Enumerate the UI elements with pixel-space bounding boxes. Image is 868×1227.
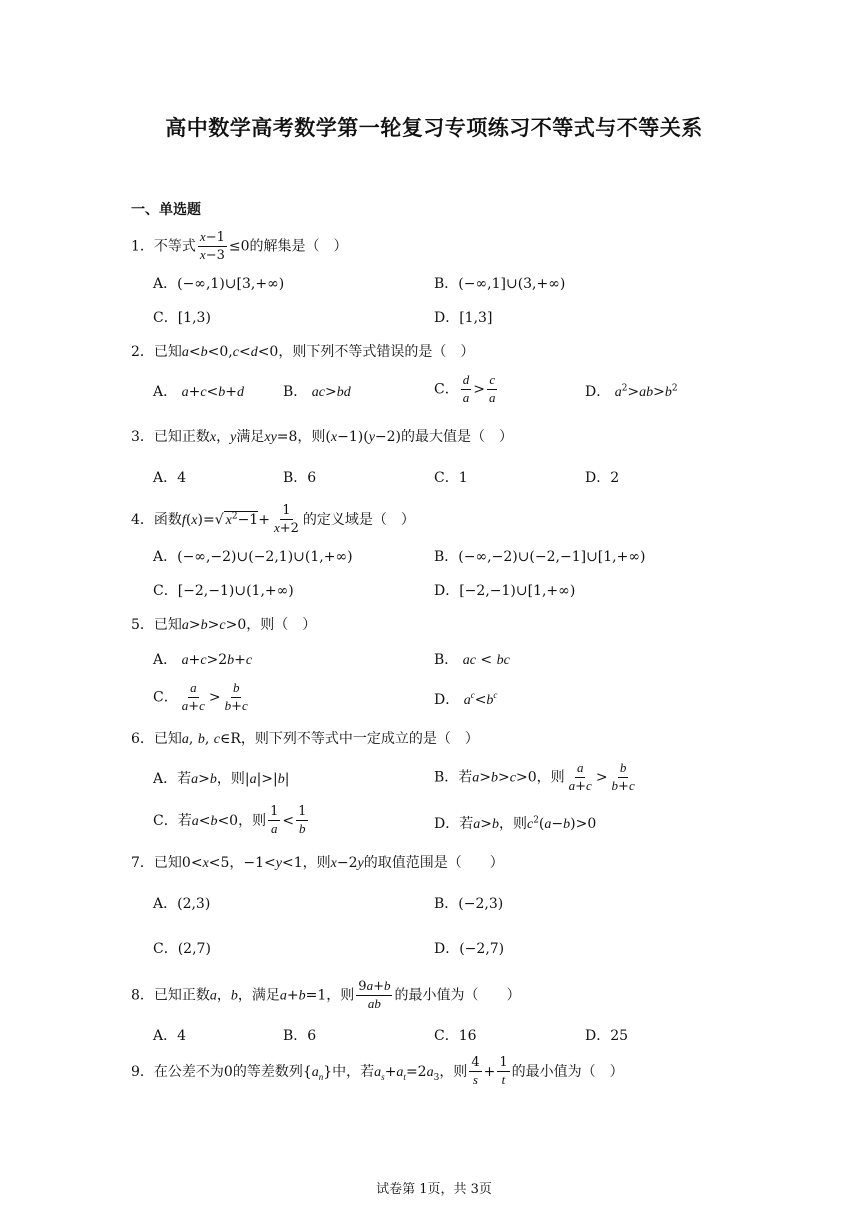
option-8c[interactable]: C．16 [434, 1028, 477, 1044]
question-3: 3．已知正数x，y满足xy=8，则(x−1)(y−2)的最大值是（ ） [131, 429, 514, 445]
option-5c[interactable]: C． $\frac{a}{a+c}$ > $\frac{b}{b+c}$ [153, 680, 248, 714]
option-5d[interactable]: D． $a^c<b^c$ [434, 690, 498, 708]
option-7d[interactable]: D．(−2,7) [434, 941, 505, 957]
question-6: 6．已知a, b, c∈R，则下列不等式中一定成立的是（ ） [131, 731, 479, 747]
question-1: 1．不等式 $\frac{x-1}{x-3}$ ≤0的解集是（ ） [131, 229, 348, 263]
page-title: 高中数学高考数学第一轮复习专项练习不等式与不等关系 [165, 115, 703, 140]
option-6b[interactable]: B．若a>b>c>0，则 $\frac{a}{a+c}$ > $\frac{b}{b+c}$ [434, 760, 635, 794]
option-2c[interactable]: C． $\frac{d}{a}$ > $\frac{c}{a}$ [434, 372, 496, 405]
question-5: 5．已知a>b>c>0，则（ ） [131, 617, 317, 633]
question-9: 9．在公差不为0的等差数列$\{a_n\}$中，若$a_s+a_t=2a_3$，则 $\frac{4}{s}$ + $\frac{1}{t}$ 的最小值为（ ） [131, 1055, 624, 1087]
option-3a[interactable]: A．4 [153, 470, 187, 486]
option-8a[interactable]: A．4 [153, 1028, 187, 1044]
option-3b[interactable]: B．6 [283, 470, 317, 486]
option-3d[interactable]: D．2 [585, 470, 620, 486]
option-7b[interactable]: B．(−2,3) [434, 896, 504, 912]
option-2d[interactable]: D． $a^2>ab>b^2$ [585, 383, 678, 400]
option-6a[interactable]: A．若a>b，则|a|>|b| [153, 771, 290, 787]
option-7c[interactable]: C．(2,7) [153, 941, 211, 957]
section-heading: 一、单选题 [131, 202, 201, 218]
question-8: 8．已知正数a，b，满足a+b=1，则 $\frac{9a+b}{ab}$ 的最小值为（ ） [131, 978, 521, 1011]
option-1a[interactable]: A．(−∞,1)∪[3,+∞) [153, 276, 285, 292]
option-5a[interactable]: A． a+c>2b+c [153, 652, 253, 668]
option-3c[interactable]: C．1 [434, 470, 468, 486]
option-8b[interactable]: B．6 [283, 1028, 317, 1044]
option-2b[interactable]: B． ac>bd [283, 384, 351, 400]
option-7a[interactable]: A．(2,3) [153, 896, 211, 912]
option-1d[interactable]: D．[1,3] [434, 310, 493, 326]
option-2a[interactable]: A． a+c<b+d [153, 384, 244, 400]
question-4: 4．函数f(x)=√ $x^2-1+$ $\frac{1}{x+2}$ 的定义域是（ ） [131, 503, 415, 536]
option-1c[interactable]: C．[1,3) [153, 310, 211, 326]
option-4b[interactable]: B．(−∞,−2)∪(−2,−1]∪[1,+∞) [434, 549, 646, 565]
option-4c[interactable]: C．[−2,−1)∪(1,+∞) [153, 583, 294, 599]
option-4d[interactable]: D．[−2,−1)∪[1,+∞) [434, 583, 576, 599]
option-1b[interactable]: B．(−∞,1]∪(3,+∞) [434, 276, 566, 292]
option-5b[interactable]: B． ac < bc [434, 652, 510, 668]
question-7: 7．已知0<x<5，−1<y<1，则x−2y的取值范围是（ ） [131, 855, 504, 871]
option-6c[interactable]: C．若a<b<0，则 $\frac{1}{a}$ < $\frac{1}{b}$ [153, 804, 307, 836]
option-4a[interactable]: A．(−∞,−2)∪(−2,1)∪(1,+∞) [153, 549, 353, 565]
option-8d[interactable]: D．25 [585, 1028, 629, 1044]
fraction: $\frac{x-1}{x-3}$ [199, 229, 225, 263]
page-footer: 试卷第 1页，共 3页 [376, 1182, 492, 1197]
question-2: 2．已知a<b<0,c<d<0，则下列不等式错误的是（ ） [131, 344, 475, 360]
option-6d[interactable]: D．若a>b，则$c^2(a-b)>0$ [434, 815, 597, 832]
